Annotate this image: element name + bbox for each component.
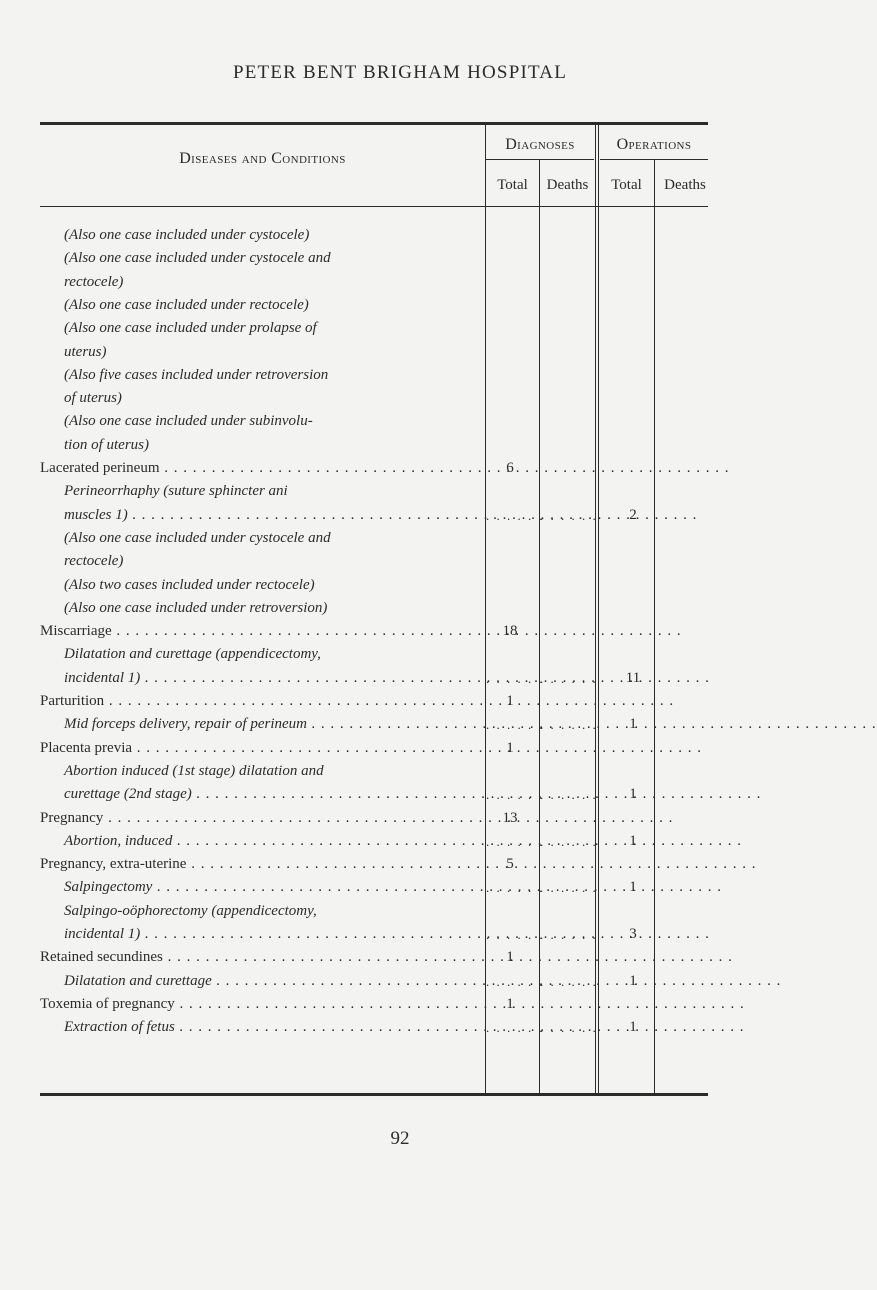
- cell-operations-total: 2: [629, 507, 637, 523]
- cell-diagnoses-deaths-leader: . . . . . .: [540, 1020, 598, 1035]
- row-label: Miscarriage . . .: [40, 621, 485, 642]
- table-row: [40, 551, 700, 572]
- table-row: [40, 691, 700, 712]
- table-row: [40, 971, 700, 992]
- row-label: curettage (2nd stage) . . .: [64, 784, 485, 805]
- table-row: [40, 644, 700, 665]
- table-row: [40, 854, 700, 875]
- row-label: (Also two cases included under rectocele): [64, 577, 315, 593]
- table-row: [40, 808, 700, 829]
- row-label: Dilatation and curettage . . .: [64, 971, 485, 992]
- row-label: muscles 1) . . .: [64, 505, 485, 526]
- cell-diagnoses-total-leader: . . . . . .: [486, 1020, 544, 1035]
- cell-diagnoses-deaths-leader: . . . . . .: [540, 974, 598, 989]
- header-diseases: Diseases and Conditions: [179, 150, 346, 167]
- row-label: rectocele): [64, 553, 124, 569]
- cell-diagnoses-total-leader: . . . . . .: [486, 927, 544, 942]
- cell-diagnoses-total-leader: . . . . . .: [486, 880, 544, 895]
- table-row: [40, 388, 700, 409]
- header-diagnoses-total: Total: [497, 177, 528, 193]
- cell-diagnoses-total: 1: [506, 693, 514, 709]
- diagnoses-span-rule: [486, 159, 594, 160]
- table-header-rule: [40, 206, 708, 207]
- table-bottom-rule: [40, 1093, 708, 1096]
- cell-operations-total: 1: [629, 879, 637, 895]
- row-label: Retained secundines . . .: [40, 947, 485, 968]
- row-label: tion of uterus): [64, 437, 149, 453]
- row-label: rectocele): [64, 274, 124, 290]
- table-row: [40, 411, 700, 432]
- row-label: Salpingectomy . . .: [64, 877, 485, 898]
- cell-diagnoses-total: 5: [506, 856, 514, 872]
- row-label: Toxemia of pregnancy . . .: [40, 994, 485, 1015]
- header-diagnoses-deaths: Deaths: [546, 177, 589, 193]
- row-label: Perineorrhaphy (suture sphincter ani: [64, 483, 288, 499]
- row-label: uterus): [64, 344, 107, 360]
- cell-operations-total: 1: [629, 716, 637, 732]
- row-label: (Also one case included under rectocele): [64, 297, 309, 313]
- table-row: [40, 505, 700, 526]
- table-row: [40, 924, 700, 945]
- cell-operations-total: 1: [629, 973, 637, 989]
- table-row: [40, 831, 700, 852]
- cell-diagnoses-total-leader: . . . . . .: [486, 671, 544, 686]
- row-label: Mid forceps delivery, repair of perineum . . .: [64, 714, 485, 735]
- row-label: Salpingo-oöphorectomy (appendicectomy,: [64, 903, 317, 919]
- row-label: (Also one case included under cystocele and: [64, 250, 331, 266]
- table-row: [40, 458, 700, 479]
- cell-diagnoses-total-leader: . . . . . .: [486, 717, 544, 732]
- cell-operations-total: 11: [625, 670, 641, 686]
- row-label: (Also one case included under retroversion): [64, 600, 328, 616]
- row-label: Pregnancy, extra-uterine . . .: [40, 854, 485, 875]
- table-row: [40, 528, 700, 549]
- table-row: [40, 365, 700, 386]
- row-label: (Also five cases included under retroversion: [64, 367, 329, 383]
- header-operations-total: Total: [611, 177, 642, 193]
- cell-diagnoses-deaths-leader: . . . . . .: [540, 717, 598, 732]
- row-label: (Also one case included under cystocele): [64, 227, 310, 243]
- row-label: incidental 1) . . .: [64, 924, 485, 945]
- table-row: [40, 225, 700, 246]
- table-row: [40, 901, 700, 922]
- table-row: [40, 714, 700, 735]
- table-row: [40, 342, 700, 363]
- table-row: [40, 761, 700, 782]
- cell-diagnoses-total: 1: [506, 740, 514, 756]
- table-row: [40, 575, 700, 596]
- cell-diagnoses-deaths-leader: . . . . . .: [540, 927, 598, 942]
- table-row: [40, 272, 700, 293]
- row-label: Abortion induced (1st stage) dilatation and: [64, 763, 324, 779]
- cell-diagnoses-total: 6: [506, 460, 514, 476]
- cell-operations-total: 3: [629, 926, 637, 942]
- table-row: [40, 435, 700, 456]
- row-label: Dilatation and curettage (appendicectomy,: [64, 646, 321, 662]
- cell-diagnoses-deaths-leader: . . . . . .: [540, 880, 598, 895]
- table-row: [40, 877, 700, 898]
- header-operations: Operations: [616, 136, 692, 153]
- table-row: [40, 248, 700, 269]
- cell-diagnoses-total-leader: . . . . . .: [486, 834, 544, 849]
- table-row: [40, 994, 700, 1015]
- row-label: Abortion, induced . . .: [64, 831, 485, 852]
- row-label: (Also one case included under cystocele and: [64, 530, 331, 546]
- table-row: [40, 784, 700, 805]
- table-row: [40, 318, 700, 339]
- header-diagnoses: Diagnoses: [505, 136, 575, 153]
- table-row: [40, 598, 700, 619]
- row-label: Placenta previa . . .: [40, 738, 485, 759]
- row-label: Pregnancy . . .: [40, 808, 485, 829]
- cell-diagnoses-total-leader: . . . . . .: [486, 508, 544, 523]
- table-row: [40, 738, 700, 759]
- cell-diagnoses-total: 18: [502, 623, 518, 639]
- cell-operations-total: 1: [629, 786, 637, 802]
- cell-diagnoses-total-leader: . . . . . .: [486, 974, 544, 989]
- page-number: 92: [390, 1128, 410, 1149]
- row-label: Parturition . . .: [40, 691, 485, 712]
- row-label: Extraction of fetus . . .: [64, 1017, 485, 1038]
- cell-diagnoses-total-leader: . . . . . .: [486, 787, 544, 802]
- cell-diagnoses-deaths-leader: . . . . . .: [540, 671, 598, 686]
- cell-operations-total: 1: [629, 833, 637, 849]
- table-row: [40, 481, 700, 502]
- table-row: [40, 1017, 700, 1038]
- table-row: [40, 295, 700, 316]
- cell-diagnoses-total: 13: [502, 810, 518, 826]
- cell-operations-total: 1: [629, 1019, 637, 1035]
- cell-diagnoses-deaths-leader: . . . . . .: [540, 508, 598, 523]
- row-label: incidental 1) . . .: [64, 668, 485, 689]
- row-label: Lacerated perineum . . .: [40, 458, 485, 479]
- row-label: (Also one case included under prolapse of: [64, 320, 317, 336]
- cell-diagnoses-deaths-leader: . . . . . .: [540, 834, 598, 849]
- table-row: [40, 621, 700, 642]
- cell-diagnoses-total: 1: [506, 996, 514, 1012]
- cell-diagnoses-deaths-leader: . . . . . .: [540, 787, 598, 802]
- table-row: [40, 947, 700, 968]
- header-operations-deaths: Deaths: [664, 177, 706, 193]
- table-row: [40, 668, 700, 689]
- row-label: (Also one case included under subinvolu-: [64, 413, 313, 429]
- cell-diagnoses-total: 1: [506, 949, 514, 965]
- table-top-rule: [40, 122, 708, 125]
- row-label: of uterus): [64, 390, 122, 406]
- running-head: PETER BENT BRIGHAM HOSPITAL: [232, 62, 567, 83]
